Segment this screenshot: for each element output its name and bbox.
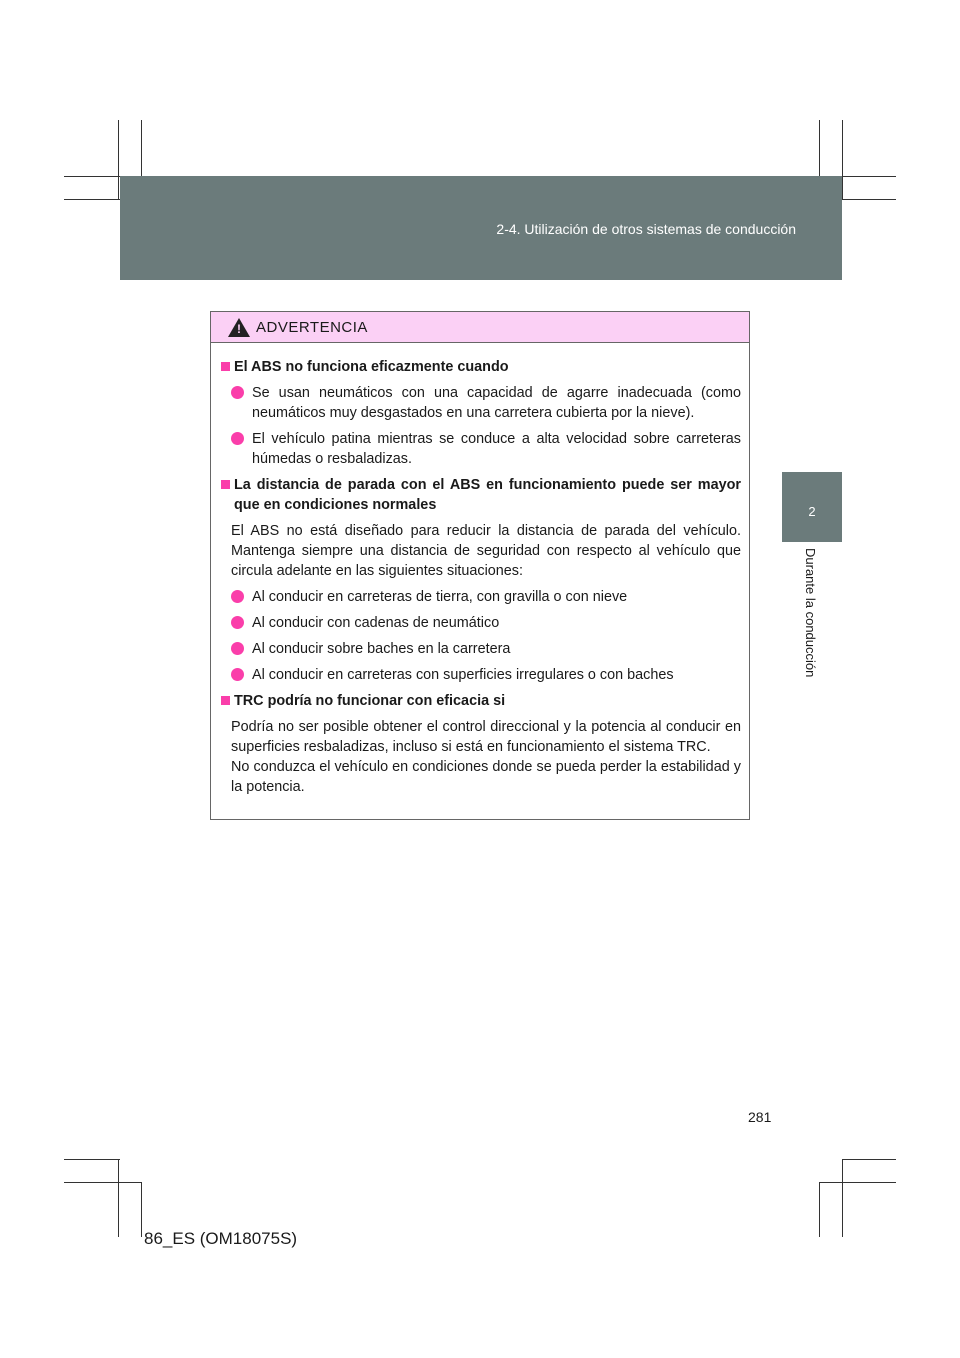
square-bullet-icon [221,696,230,705]
crop-mark [819,120,820,176]
circle-bullet-icon [231,432,244,445]
list-item: El vehículo patina mientras se conduce a alta velocidad sobre carreteras húmedas o resbaladizas. [231,429,741,469]
paragraph: El ABS no está diseñado para reducir la distancia de parada del vehículo. Mantenga siempre una distancia de seguridad con respecto al vehículo que circula adelante en las siguientes situaciones: [231,523,741,579]
crop-mark [842,176,896,177]
circle-bullet-icon [231,590,244,603]
crop-mark [141,120,142,176]
page-number: 281 [748,1109,772,1125]
square-bullet-icon [221,362,230,371]
warning-icon: ! [228,318,250,337]
header-band [120,176,842,280]
chapter-label-container [782,548,842,698]
square-bullet-icon [221,480,230,489]
crop-mark [842,120,843,200]
list-item: Al conducir en carreteras de tierra, con gravilla o con nieve [231,587,741,607]
crop-mark [118,120,119,200]
section-heading: TRC podría no funcionar con eficacia si [221,691,741,711]
crop-mark [819,1182,820,1237]
circle-bullet-icon [231,616,244,629]
list-item: Al conducir en carreteras con superficies irregulares o con baches [231,665,741,685]
crop-mark [819,1182,896,1183]
list-item: Al conducir sobre baches en la carretera [231,639,741,659]
list-item: Al conducir con cadenas de neumático [231,613,741,633]
crop-mark [842,1159,896,1160]
section-heading: El ABS no funciona eficazmente cuando [221,357,741,377]
circle-bullet-icon [231,668,244,681]
crop-mark [64,1159,120,1160]
section-title: 2-4. Utilización de otros sistemas de conducción [496,221,796,237]
circle-bullet-icon [231,386,244,399]
paragraph: No conduzca el vehículo en condiciones donde se pueda perder la estabilidad y la potencia. [231,759,741,795]
crop-mark [842,1159,843,1237]
crop-mark [64,199,120,200]
warning-header [211,312,749,343]
crop-mark [64,1182,142,1183]
list-item: Se usan neumáticos con una capacidad de agarre inadecuada (como neumáticos muy desgastados en una carretera cubierta por la nieve). [231,383,741,423]
document-code: 86_ES (OM18075S) [144,1229,298,1248]
crop-mark [118,1159,119,1237]
warning-content [211,343,749,797]
circle-bullet-icon [231,642,244,655]
paragraph: Podría no ser posible obtener el control direccional y la potencia al conducir en superficies resbaladizas, incluso si está en funcionamiento el sistema TRC. [231,719,741,755]
chapter-number: 2 [808,504,816,519]
section-heading: La distancia de parada con el ABS en funcionamiento puede ser mayor que en condiciones normales [221,475,741,515]
crop-mark [842,199,896,200]
warning-box [210,311,750,820]
crop-mark [141,1182,142,1237]
warning-title: ADVERTENCIA [256,318,368,336]
chapter-tab [782,472,842,542]
crop-mark [64,176,120,177]
chapter-label: Durante la conducción [803,548,818,678]
